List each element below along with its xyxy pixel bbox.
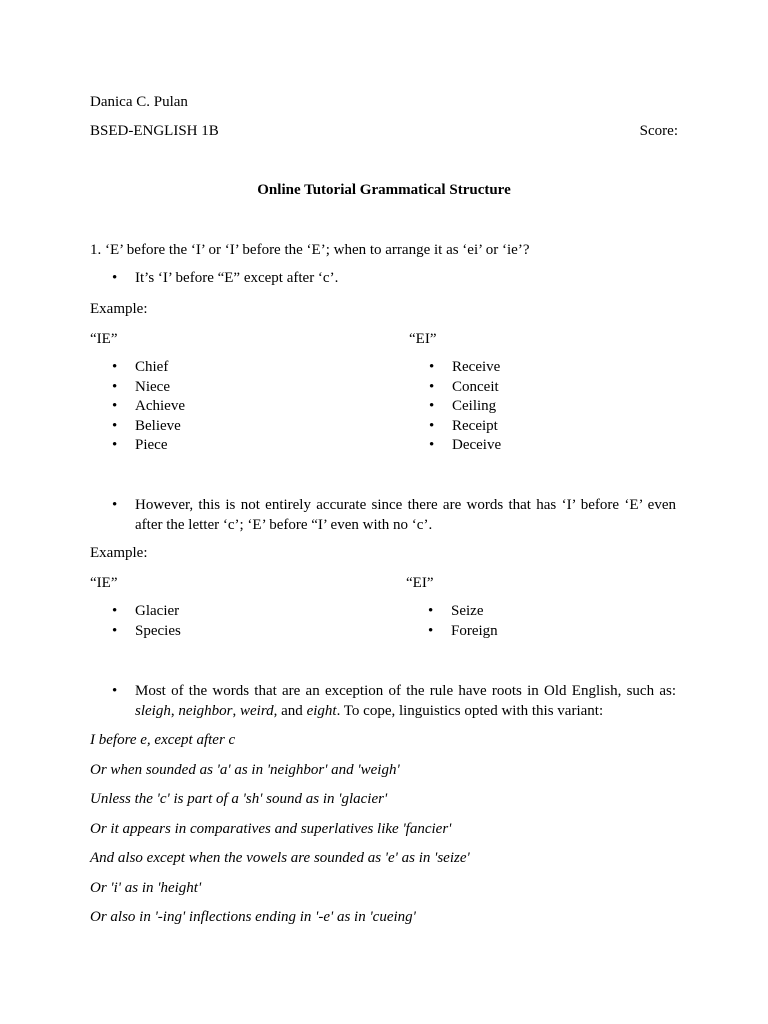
example-word: eight bbox=[306, 703, 337, 719]
list-item: • Achieve bbox=[90, 397, 185, 417]
list-item: • Ceiling bbox=[407, 397, 501, 417]
bullet-icon: • bbox=[112, 683, 118, 699]
separator: , bbox=[170, 703, 179, 719]
however-paragraph bbox=[90, 495, 676, 535]
document-title: Online Tutorial Grammatical Structure bbox=[257, 182, 511, 198]
list-item: • Deceive bbox=[407, 436, 501, 456]
list-item: • Piece bbox=[90, 436, 185, 456]
example-word: sleigh bbox=[135, 703, 171, 719]
exception-lead: Most of the words that are an exception of the rule have roots in Old English, such as: bbox=[135, 683, 676, 699]
rhyme-line: And also except when the vowels are sounded as 'e' as in 'seize' bbox=[90, 850, 470, 866]
list-item: • Believe bbox=[90, 417, 185, 437]
ei-word-list-2 bbox=[406, 602, 498, 641]
exception-paragraph bbox=[90, 681, 676, 721]
ie-word-list-2 bbox=[90, 602, 181, 641]
example-word: weird bbox=[240, 703, 274, 719]
separator: , bbox=[232, 703, 241, 719]
exception-tail: . To cope, linguistics opted with this variant: bbox=[336, 703, 604, 719]
question-text: 1. ‘E’ before the ‘I’ or ‘I’ before the ‘E’; when to arrange it as ‘ei’ or ‘ie’? bbox=[90, 242, 530, 258]
score-label: Score: bbox=[639, 123, 678, 139]
rule-list bbox=[90, 269, 338, 289]
ie-word-list-1 bbox=[90, 358, 185, 456]
rhyme-line: Or 'i' as in 'height' bbox=[90, 880, 202, 896]
list-item: • Seize bbox=[406, 602, 498, 622]
separator: , and bbox=[273, 703, 307, 719]
example-word: neighbor bbox=[178, 703, 233, 719]
list-item: • Conceit bbox=[407, 378, 501, 398]
list-item: • Chief bbox=[90, 358, 185, 378]
rule-item: • It’s ‘I’ before “E” except after ‘c’. bbox=[90, 269, 338, 289]
list-item: • Species bbox=[90, 622, 181, 642]
list-item: • Foreign bbox=[406, 622, 498, 642]
ei-heading-1: “EI” bbox=[409, 331, 437, 347]
rhyme-line: I before e, except after c bbox=[90, 732, 236, 748]
course-label: BSED-ENGLISH 1B bbox=[90, 123, 219, 139]
example-label-1: Example: bbox=[90, 301, 148, 317]
ie-heading-1: “IE” bbox=[90, 331, 118, 347]
list-item: • Receive bbox=[407, 358, 501, 378]
ei-word-list-1 bbox=[407, 358, 501, 456]
example-label-2: Example: bbox=[90, 545, 148, 561]
ei-heading-2: “EI” bbox=[406, 575, 434, 591]
ie-heading-2: “IE” bbox=[90, 575, 118, 591]
rhyme-line: Or it appears in comparatives and superlatives like 'fancier' bbox=[90, 821, 452, 837]
student-name: Danica C. Pulan bbox=[90, 94, 188, 110]
rhyme-line: Unless the 'c' is part of a 'sh' sound as in 'glacier' bbox=[90, 791, 388, 807]
however-text: However, this is not entirely accurate since there are words that has ‘I’ before ‘E’ even after the letter ‘c’; ‘E’ before “I’ even with no ‘c’. bbox=[135, 497, 676, 533]
bullet-icon: • bbox=[112, 497, 118, 513]
list-item: • Glacier bbox=[90, 602, 181, 622]
rhyme-line: Or when sounded as 'a' as in 'neighbor' and 'weigh' bbox=[90, 762, 400, 778]
list-item: • Receipt bbox=[407, 417, 501, 437]
rhyme-line: Or also in '-ing' inflections ending in '-e' as in 'cueing' bbox=[90, 909, 416, 925]
list-item: • Niece bbox=[90, 378, 185, 398]
